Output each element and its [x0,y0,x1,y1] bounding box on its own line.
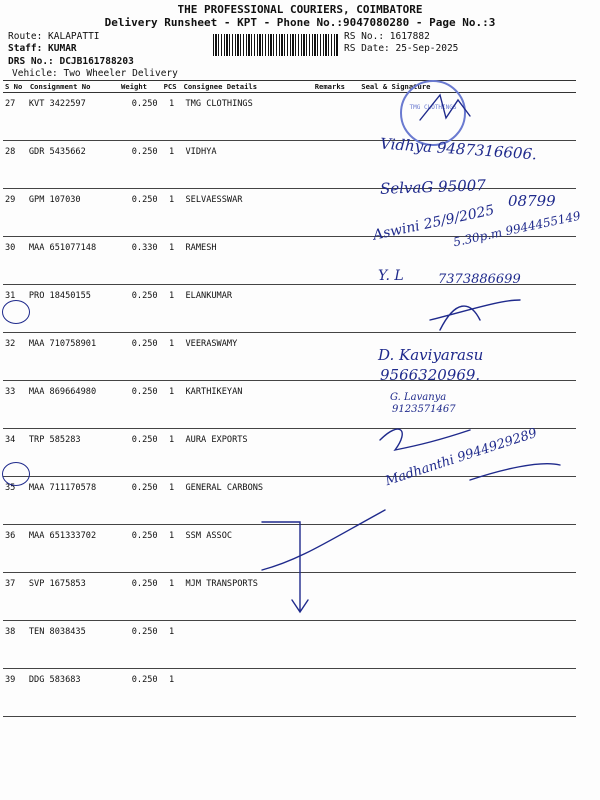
route-label: Route: KALAPATTI [8,31,100,42]
cell-weight: 0.250 [119,669,162,717]
rs-number: RS No.: 1617882 [344,31,430,42]
handwritten-signature-aura: G. Lavanya [390,392,447,403]
signature-scribble-veeraswamy [430,300,520,330]
cell-pcs: 1 [162,573,182,621]
signature-scribble-ssm [470,464,560,480]
cell-sno: 27 [3,93,28,141]
cell-weight: 0.250 [119,573,162,621]
handwritten-signature-ramesh: Aswini 25/9/2025 [371,202,496,244]
cell-sno: 29 [3,189,28,237]
cell-sno: 33 [3,381,28,429]
cell-consignment-no: MAA 651333702 [28,525,119,573]
handwritten-phone-aura: 9123571467 [392,404,456,415]
cell-sno: 37 [3,573,28,621]
cell-pcs: 1 [162,189,182,237]
cell-consignment-no: MAA 710758901 [28,333,119,381]
rs-date: RS Date: 25-Sep-2025 [344,43,459,54]
cell-consignee: SSM ASSOC [182,525,313,573]
handwritten-phone-ramesh: 5.30p.m 9944455149 [451,208,582,250]
cell-sno: 39 [3,669,28,717]
cell-pcs: 1 [162,333,182,381]
cell-pcs: 1 [162,429,182,477]
cell-weight: 0.250 [119,429,162,477]
cell-pcs: 1 [162,621,182,669]
handwritten-signature-elankumar: Y. L [378,268,404,284]
cell-pcs: 1 [162,477,182,525]
cell-pcs: 1 [162,285,182,333]
company-title: THE PROFESSIONAL COURIERS, COIMBATORE [177,3,423,16]
col-consignment: Consignment No [28,81,119,93]
cell-consignee: TMG CLOTHINGS [182,93,313,141]
signature-scribble-general-carbons [380,429,470,450]
cell-consignment-no: KVT 3422597 [28,93,119,141]
cell-consignment-no: DDG 583683 [28,669,119,717]
cell-pcs: 1 [162,237,182,285]
cell-consignee: SELVAESSWAR [182,189,313,237]
cell-pcs: 1 [162,525,182,573]
cell-weight: 0.250 [119,189,162,237]
cell-consignee: MJM TRANSPORTS [182,573,313,621]
cell-weight: 0.250 [119,621,162,669]
cell-sno: 28 [3,141,28,189]
cell-weight: 0.250 [119,93,162,141]
cell-sno: 36 [3,525,28,573]
cell-pcs: 1 [162,93,182,141]
cell-consignee: VEERASWAMY [182,333,313,381]
cell-weight: 0.250 [119,333,162,381]
cell-consignment-no: TEN 8038435 [28,621,119,669]
company-seal-stamp: TMG CLOTHINGS [400,80,466,146]
handwritten-phone-elankumar: 7373886699 [438,272,521,287]
handwritten-signature-ssm: Madhanthi 9944929289 [383,425,539,490]
cell-pcs: 1 [162,141,182,189]
cell-consignee: GENERAL CARBONS [182,477,313,525]
cell-weight: 0.250 [119,285,162,333]
cell-consignee: AURA EXPORTS [182,429,313,477]
handwritten-signature-vidhya: Vidhya 9487316606. [379,134,538,164]
cell-consignment-no: SVP 1675853 [28,573,119,621]
cell-consignment-no: GPM 107030 [28,189,119,237]
vehicle-label: Vehicle: Two Wheeler Delivery [12,68,178,79]
cell-weight: 0.250 [119,477,162,525]
cell-pcs: 1 [162,381,182,429]
col-weight: Weight [119,81,162,93]
cell-sno: 38 [3,621,28,669]
col-sno: S No [3,81,28,93]
cell-consignment-no: PRO 18450155 [28,285,119,333]
cell-consignment-no: MAA 869664980 [28,381,119,429]
cell-weight: 0.250 [119,141,162,189]
cell-consignment-no: MAA 651077148 [28,237,119,285]
cell-sno: 31 [3,285,28,333]
col-remarks: Remarks [313,81,360,93]
handwritten-phone-karthikeyan: 9566320969. [380,366,481,384]
cell-sno: 34 [3,429,28,477]
handwritten-signature-karthikeyan: D. Kaviyarasu [378,346,484,364]
cell-weight: 0.250 [119,525,162,573]
handwritten-signature-selva: SelvaG 95007 [379,176,487,198]
cell-weight: 0.330 [119,237,162,285]
cell-consignment-no: GDR 5435662 [28,141,119,189]
runsheet-subtitle: Delivery Runsheet - KPT - Phone No.:9047080280 - Page No.:3 [104,16,496,29]
delivery-arrow-mark [262,522,308,612]
cell-consignee: KARTHIKEYAN [182,381,313,429]
cell-sno: 32 [3,333,28,381]
cell-consignee: ELANKUMAR [182,285,313,333]
staff-label: Staff: KUMAR [8,43,77,54]
cell-consignee: VIDHYA [182,141,313,189]
cell-consignment-no: TRP 585283 [28,429,119,477]
signature-scribble-tmg [420,95,470,120]
cell-consignment-no: MAA 711170578 [28,477,119,525]
col-consignee: Consignee Details [182,81,313,93]
drs-number: DRS No.: DCJB161788203 [8,56,134,67]
handwritten-phone-selva: 08799 [508,192,556,210]
col-pcs: PCS [162,81,182,93]
cell-weight: 0.250 [119,381,162,429]
pen-stroke-line [262,510,385,570]
cell-consignee: RAMESH [182,237,313,285]
cell-pcs: 1 [162,669,182,717]
cell-sno: 35 [3,477,28,525]
cell-sno: 30 [3,237,28,285]
col-signature: Seal & Signature [359,81,576,93]
